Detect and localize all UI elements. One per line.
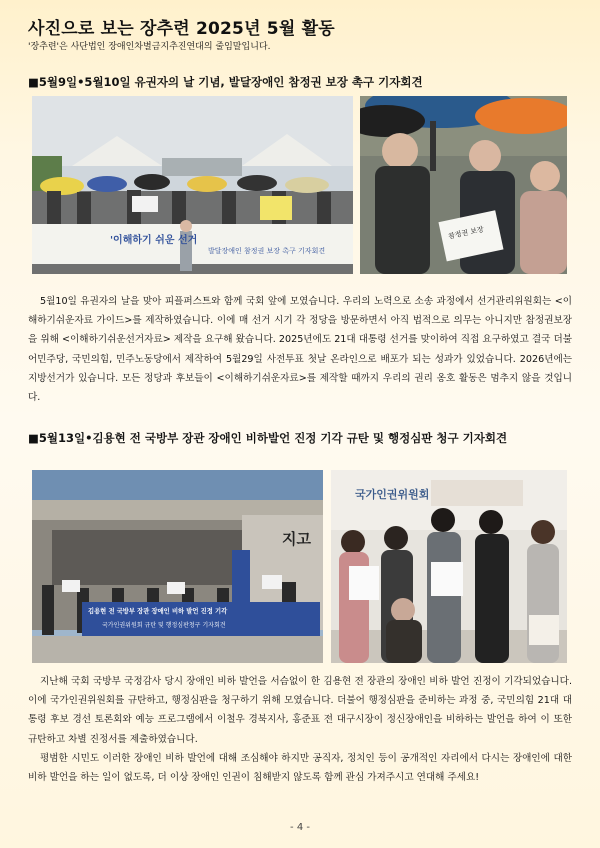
section2-paragraph2: 평범한 시민도 이러한 장애인 비하 발언에 대해 조심해야 하지만 공직자, 정치인 등이 공개적인 자리에서 다시는 장애인에 대한 비하 발언을 하는 일이 없도록, 더 이상 장애인 인권이 침해받지 않도록 함께 관심 가져주시고 연대해 주세요! bbox=[28, 752, 572, 784]
photo-press-conference-rain bbox=[32, 96, 353, 274]
wall-sign-text: 국가인권위원회 bbox=[355, 488, 430, 501]
section1-paragraph: 5월10일 유권자의 날을 맞아 피플퍼스트와 함께 국회 앞에 모였습니다. 우리의 노력으로 소송 과정에서 선거관리위원회는 <이해하기쉬운자료 가이드>를 제작하였습니다. 이에 매 선거 시기 각 정당을 방문하면서 아직 법적으로 의무는 아니지만 참정권보장을 위해 <이해하기쉬운선거자료> 제작을 요구해 왔습니다. 2025년에도 21대 대통령 선거를 맞이하여 직접 요구하였고 결국 더불어민주당, 국민의힘, 민주노동당에서 제작하여 5월29일 사전투표 첫날 온라인으로 배포가 되는 성과가 있었습니다. 2026년에는 지방선거가 있습니다. 모든 정당과 후보들이 <이해하기쉬운자료>를 제작할 때까지 우리의 권리 옹호 활동은 멈추지 않을 것입니다. bbox=[28, 296, 572, 404]
page-subtitle: '장추련'은 사단법인 장애인차별금지추진연대의 줄임말입니다. bbox=[28, 42, 271, 52]
section2-heading: ■5월13일•김용현 전 국방부 장관 장애인 비하발언 진정 기각 규탄 및 행정심판 청구 기자회견 bbox=[28, 431, 508, 445]
banner-text-main: '이해하기 쉬운 선거 bbox=[110, 235, 198, 246]
sign-text: 참정권 보장 bbox=[447, 225, 485, 241]
photo-group-human-rights-commission bbox=[331, 470, 567, 663]
section1-heading: ■5월9일•5월10일 유권자의 날 기념, 발달장애인 참정권 보장 촉구 기자회견 bbox=[28, 75, 423, 89]
photo-press-conference-building bbox=[32, 470, 323, 663]
page-number: - 4 - bbox=[290, 822, 310, 833]
building-sign-text: 지고 bbox=[282, 530, 311, 548]
page-title: 사진으로 보는 장추련 2025년 5월 활동 bbox=[28, 19, 335, 39]
section2-paragraphs bbox=[28, 672, 572, 787]
banner-text-side: 발달장애인 참정권 보장 촉구 기자회견 bbox=[208, 247, 326, 255]
section2-paragraph1: 지난해 국회 국방부 국정감사 당시 장애인 비하 발언을 서슴없이 한 김용현 전 장관의 장애인 비하 발언 진정이 기각되었습니다. 이에 국가인권위원회를 규탄하고, 행정심판을 청구하기 위해 모였습니다. 더불어 행정심판을 준비하는 과정 중, 국민의힘 21대 대통령 후보 경선 토론회와 예능 프로그램에서 이철우 경북지사, 홍준표 전 대구시장이 정신장애인을 비하하는 발언을 하여 이 또한 규탄하고 차별 진정서를 제출하였습니다. bbox=[28, 676, 572, 745]
banner-line1: 김용현 전 국방부 장관 장애인 비하 발언 진정 기각 bbox=[88, 608, 228, 615]
photo-participants-umbrellas bbox=[360, 96, 567, 274]
banner-line2: 국가인권위원회 규탄 및 행정심판청구 기자회견 bbox=[102, 622, 226, 629]
